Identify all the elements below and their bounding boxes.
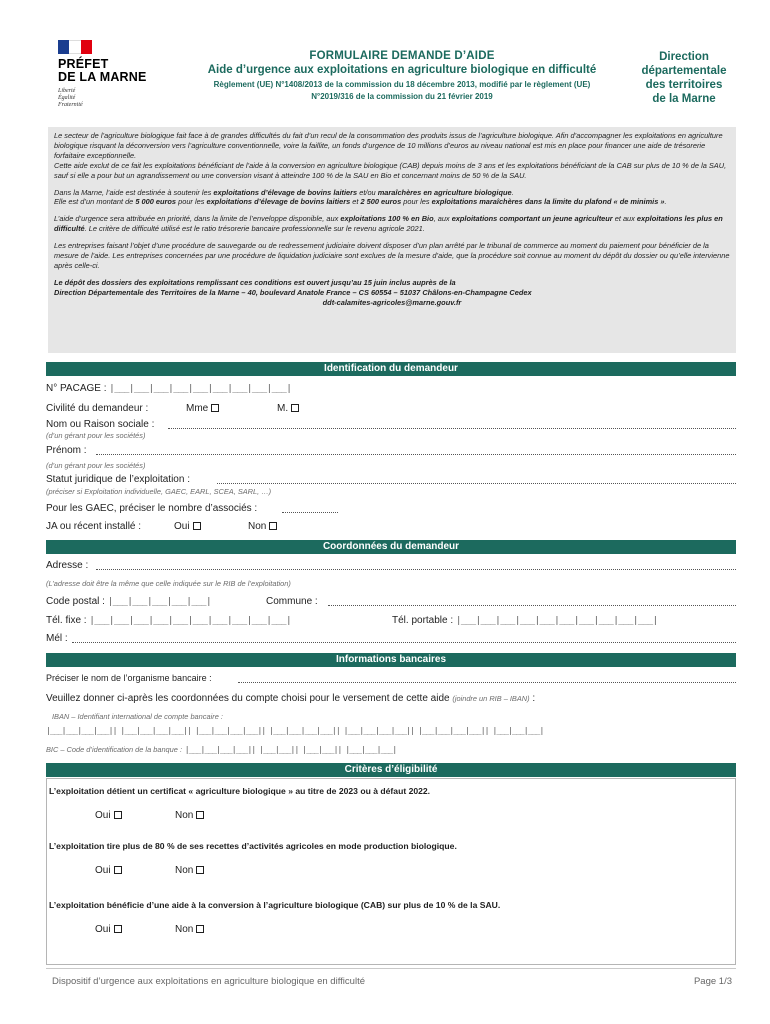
email-label: Mél : [46, 633, 68, 644]
footer-title: Dispositif d’urgence aux exploitations en agriculture biologique en difficulté [52, 976, 365, 987]
firstname-field[interactable] [96, 454, 736, 455]
postal-label: Code postal : [46, 596, 105, 607]
regulation-reference: Règlement (UE) N°1408/2013 de la commission du 18 décembre 2013, modifié par le règlement (UE) N°2019/316 de la commission du 21 février 2019 [213, 80, 591, 101]
account-row: Veuillez donner ci-après les coordonnées du compte choisi pour le versement de cette aide (joindre un RIB – IBAN) : [46, 693, 536, 704]
q2-yes-option[interactable]: Oui [95, 865, 122, 876]
logo-title: PRÉFET DE LA MARNE [58, 57, 147, 84]
address-note: (L’adresse doit être la même que celle indiquée sur le RIB de l’exploitation) [46, 579, 291, 588]
q3-yes-checkbox[interactable] [114, 925, 122, 933]
intro-paragraph-2: Dans la Marne, l’aide est destinée à soutenir les exploitations d’élevage de bovins laitiers et/ou maraîchères en agriculture biologique. Elle est d’un montant de 5 000 euros pour les exploitations d’élevage de bovins laitiers et 2 500 euros pour les exploitations maraîchères dans la limite du plafond « de minimis ». [54, 187, 667, 207]
q3-no-option[interactable]: Non [175, 924, 204, 935]
mme-checkbox[interactable] [211, 404, 219, 412]
q2-no-checkbox[interactable] [196, 866, 204, 874]
pacage-input[interactable]: |___|___|___|___|___|___|___|___|___| [109, 384, 292, 394]
section-coordinates: Coordonnées du demandeur [46, 540, 736, 554]
ja-no-option[interactable]: Non [248, 521, 277, 532]
criteria-question-3: L’exploitation bénéficie d’une aide à la conversion à l’agriculture biologique (CAB) sur plus de 10 % de la SAU. [49, 900, 501, 910]
firstname-label: Prénom : [46, 445, 87, 456]
mobile-row [392, 615, 658, 626]
commune-field[interactable] [328, 605, 736, 606]
email-field[interactable] [72, 642, 736, 643]
bank-org-field[interactable] [238, 682, 736, 683]
mobile-label: Tél. portable : [392, 615, 454, 626]
contact-email[interactable]: ddt-calamites-agricoles@marne.gouv.fr [322, 297, 462, 307]
criteria-question-1: L’exploitation détient un certificat « agriculture biologique » au titre de 2023 ou à défaut 2022. [49, 786, 431, 796]
bic-row [46, 744, 396, 755]
status-note: (préciser si Exploitation individuelle, GAEC, EARL, SCEA, SARL, …) [46, 487, 272, 496]
ja-label: JA ou récent installé : [46, 521, 142, 532]
ja-yes-checkbox[interactable] [193, 522, 201, 530]
postal-row [46, 596, 211, 607]
section-bank: Informations bancaires [46, 653, 736, 667]
civility-m-option[interactable]: M. [277, 403, 299, 414]
french-flag-icon [58, 40, 92, 54]
civility-mme-option[interactable]: Mme [186, 403, 219, 414]
q3-yes-option[interactable]: Oui [95, 924, 122, 935]
pacage-label: N° PACAGE : [46, 383, 107, 394]
q1-yes-option[interactable]: Oui [95, 810, 122, 821]
m-checkbox[interactable] [291, 404, 299, 412]
q2-yes-checkbox[interactable] [114, 866, 122, 874]
commune-label: Commune : [266, 596, 318, 607]
iban-label: IBAN – Identifiant international de compte bancaire : [52, 712, 223, 721]
logo-motto: Liberté Égalité Fraternité [58, 88, 83, 108]
postal-input[interactable]: |___|___|___|___|___| [107, 597, 212, 607]
intro-box [48, 127, 736, 353]
form-title: FORMULAIRE DEMANDE D’AIDE [309, 50, 495, 62]
prefet-logo [58, 40, 158, 109]
bank-org-label: Préciser le nom de l’organisme bancaire : [46, 673, 212, 683]
phone-label: Tél. fixe : [46, 615, 87, 626]
form-title-block [172, 50, 632, 103]
criteria-box [46, 778, 736, 965]
gaec-label: Pour les GAEC, préciser le nombre d’associés : [46, 503, 258, 514]
section-identification: Identification du demandeur [46, 362, 736, 376]
name-label: Nom ou Raison sociale : [46, 419, 155, 430]
civility-row [46, 403, 148, 414]
q3-no-checkbox[interactable] [196, 925, 204, 933]
firstname-note: (d’un gérant pour les sociétés) [46, 461, 146, 470]
ja-yes-option[interactable]: Oui [174, 521, 201, 532]
page-number: Page 1/3 [693, 976, 732, 987]
q1-no-option[interactable]: Non [175, 810, 204, 821]
bic-label: BIC – Code d’identification de la banque : [46, 745, 182, 754]
q2-no-option[interactable]: Non [175, 865, 204, 876]
intro-paragraph-4: Les entreprises faisant l’objet d’une procédure de sauvegarde ou de redressement judiciaire doivent disposer d’un plan arrêté par le tribunal de commerce au moment du paiement pour bénéficier de la mesure de l’aide. Les entreprises concernées par une procédure de liquidation judiciaire sont exclues de la mesure d’aide, que la procédure soit connue au moment du dépôt du dossier ou qu’elle intervienne après celle-ci. [54, 241, 730, 270]
ja-no-checkbox[interactable] [269, 522, 277, 530]
status-label: Statut juridique de l’exploitation : [46, 474, 190, 485]
address-field[interactable] [96, 569, 736, 570]
name-note: (d’un gérant pour les sociétés) [46, 431, 146, 440]
gaec-field[interactable] [282, 512, 338, 513]
bic-input[interactable]: |___|___|___|___|| |___|___|| |___|___|| |___|___|___| [184, 745, 397, 754]
phone-row [46, 615, 291, 626]
direction-name: Direction départementale des territoires de la Marne [641, 51, 727, 105]
footer-divider [46, 968, 736, 969]
intro-paragraph-5: Le dépôt des dossiers des exploitations remplissant ces conditions est ouvert jusqu’au 15 juin inclus auprès de la Direction Départementale des Territoires de la Marne – 40, boulevard Anatole France – CS 60554 – 51037 Châlons-en-Champagne Cedex ddt-calamites-agricoles@marne.gouv.fr [54, 277, 532, 307]
civility-label: Civilité du demandeur : [46, 403, 149, 414]
intro-paragraph-1: Le secteur de l’agriculture biologique fait face à de grandes difficultés du fait d’un recul de la consommation des produits issus de l’agriculture biologique. Afin d’accompagner les exploitations en agriculture biologique risquant la déconversion vers l’agriculture conventionnelle, voire la faillite, un fonds d’urgence de 10 millions d’euros au niveau national est mis en place pour financer une aide de trésorerie forfaitaire exceptionnelle. Cette aide exclut de ce fait les exploitations bénéficiant de l’aide à la conversion en agriculture biologique (CAB) depuis moins de 3 ans et les exploitations bénéficiant de la CAB sur plus de 10 % de la SAU, sauf si elle a pour but un agrandissement ou une conversion visant à atteindre 100 % de la SAU en Bio et concernant moins de 50 % de la SAU. [54, 131, 727, 180]
name-field[interactable] [168, 428, 736, 429]
account-note: (joindre un RIB – IBAN) [452, 694, 530, 703]
status-field[interactable] [217, 483, 736, 484]
mobile-input[interactable]: |___|___|___|___|___|___|___|___|___|___| [455, 616, 658, 626]
account-label: Veuillez donner ci-après les coordonnées du compte choisi pour le versement de cette aide [46, 693, 450, 704]
criteria-question-2: L’exploitation tire plus de 80 % de ses recettes d’activités agricoles en mode production biologique. [49, 841, 457, 851]
q1-no-checkbox[interactable] [196, 811, 204, 819]
form-subtitle: Aide d’urgence aux exploitations en agriculture biologique en difficulté [207, 64, 597, 76]
section-criteria: Critères d’éligibilité [46, 763, 736, 777]
pacage-row [46, 383, 291, 394]
phone-input[interactable]: |___|___|___|___|___|___|___|___|___|___| [89, 616, 292, 626]
iban-input[interactable]: |___|___|___|___|| |___|___|___|___|| |___|___|___|___|| |___|___|___|___|| |___|___|___|___|| |___|___|___|___|| |___|___|___| [46, 726, 544, 735]
q1-yes-checkbox[interactable] [114, 811, 122, 819]
intro-paragraph-3: L’aide d’urgence sera attribuée en priorité, dans la limite de l’enveloppe disponible, aux exploitations 100 % en Bio, aux exploitations comportant un jeune agriculteur et aux exploitations les plus en difficulté. Le critère de difficulté utilisé est le ratio trésorerie bancaire professionnelle sur le revenu agricole 2021. [54, 214, 723, 234]
address-label: Adresse : [46, 560, 89, 571]
